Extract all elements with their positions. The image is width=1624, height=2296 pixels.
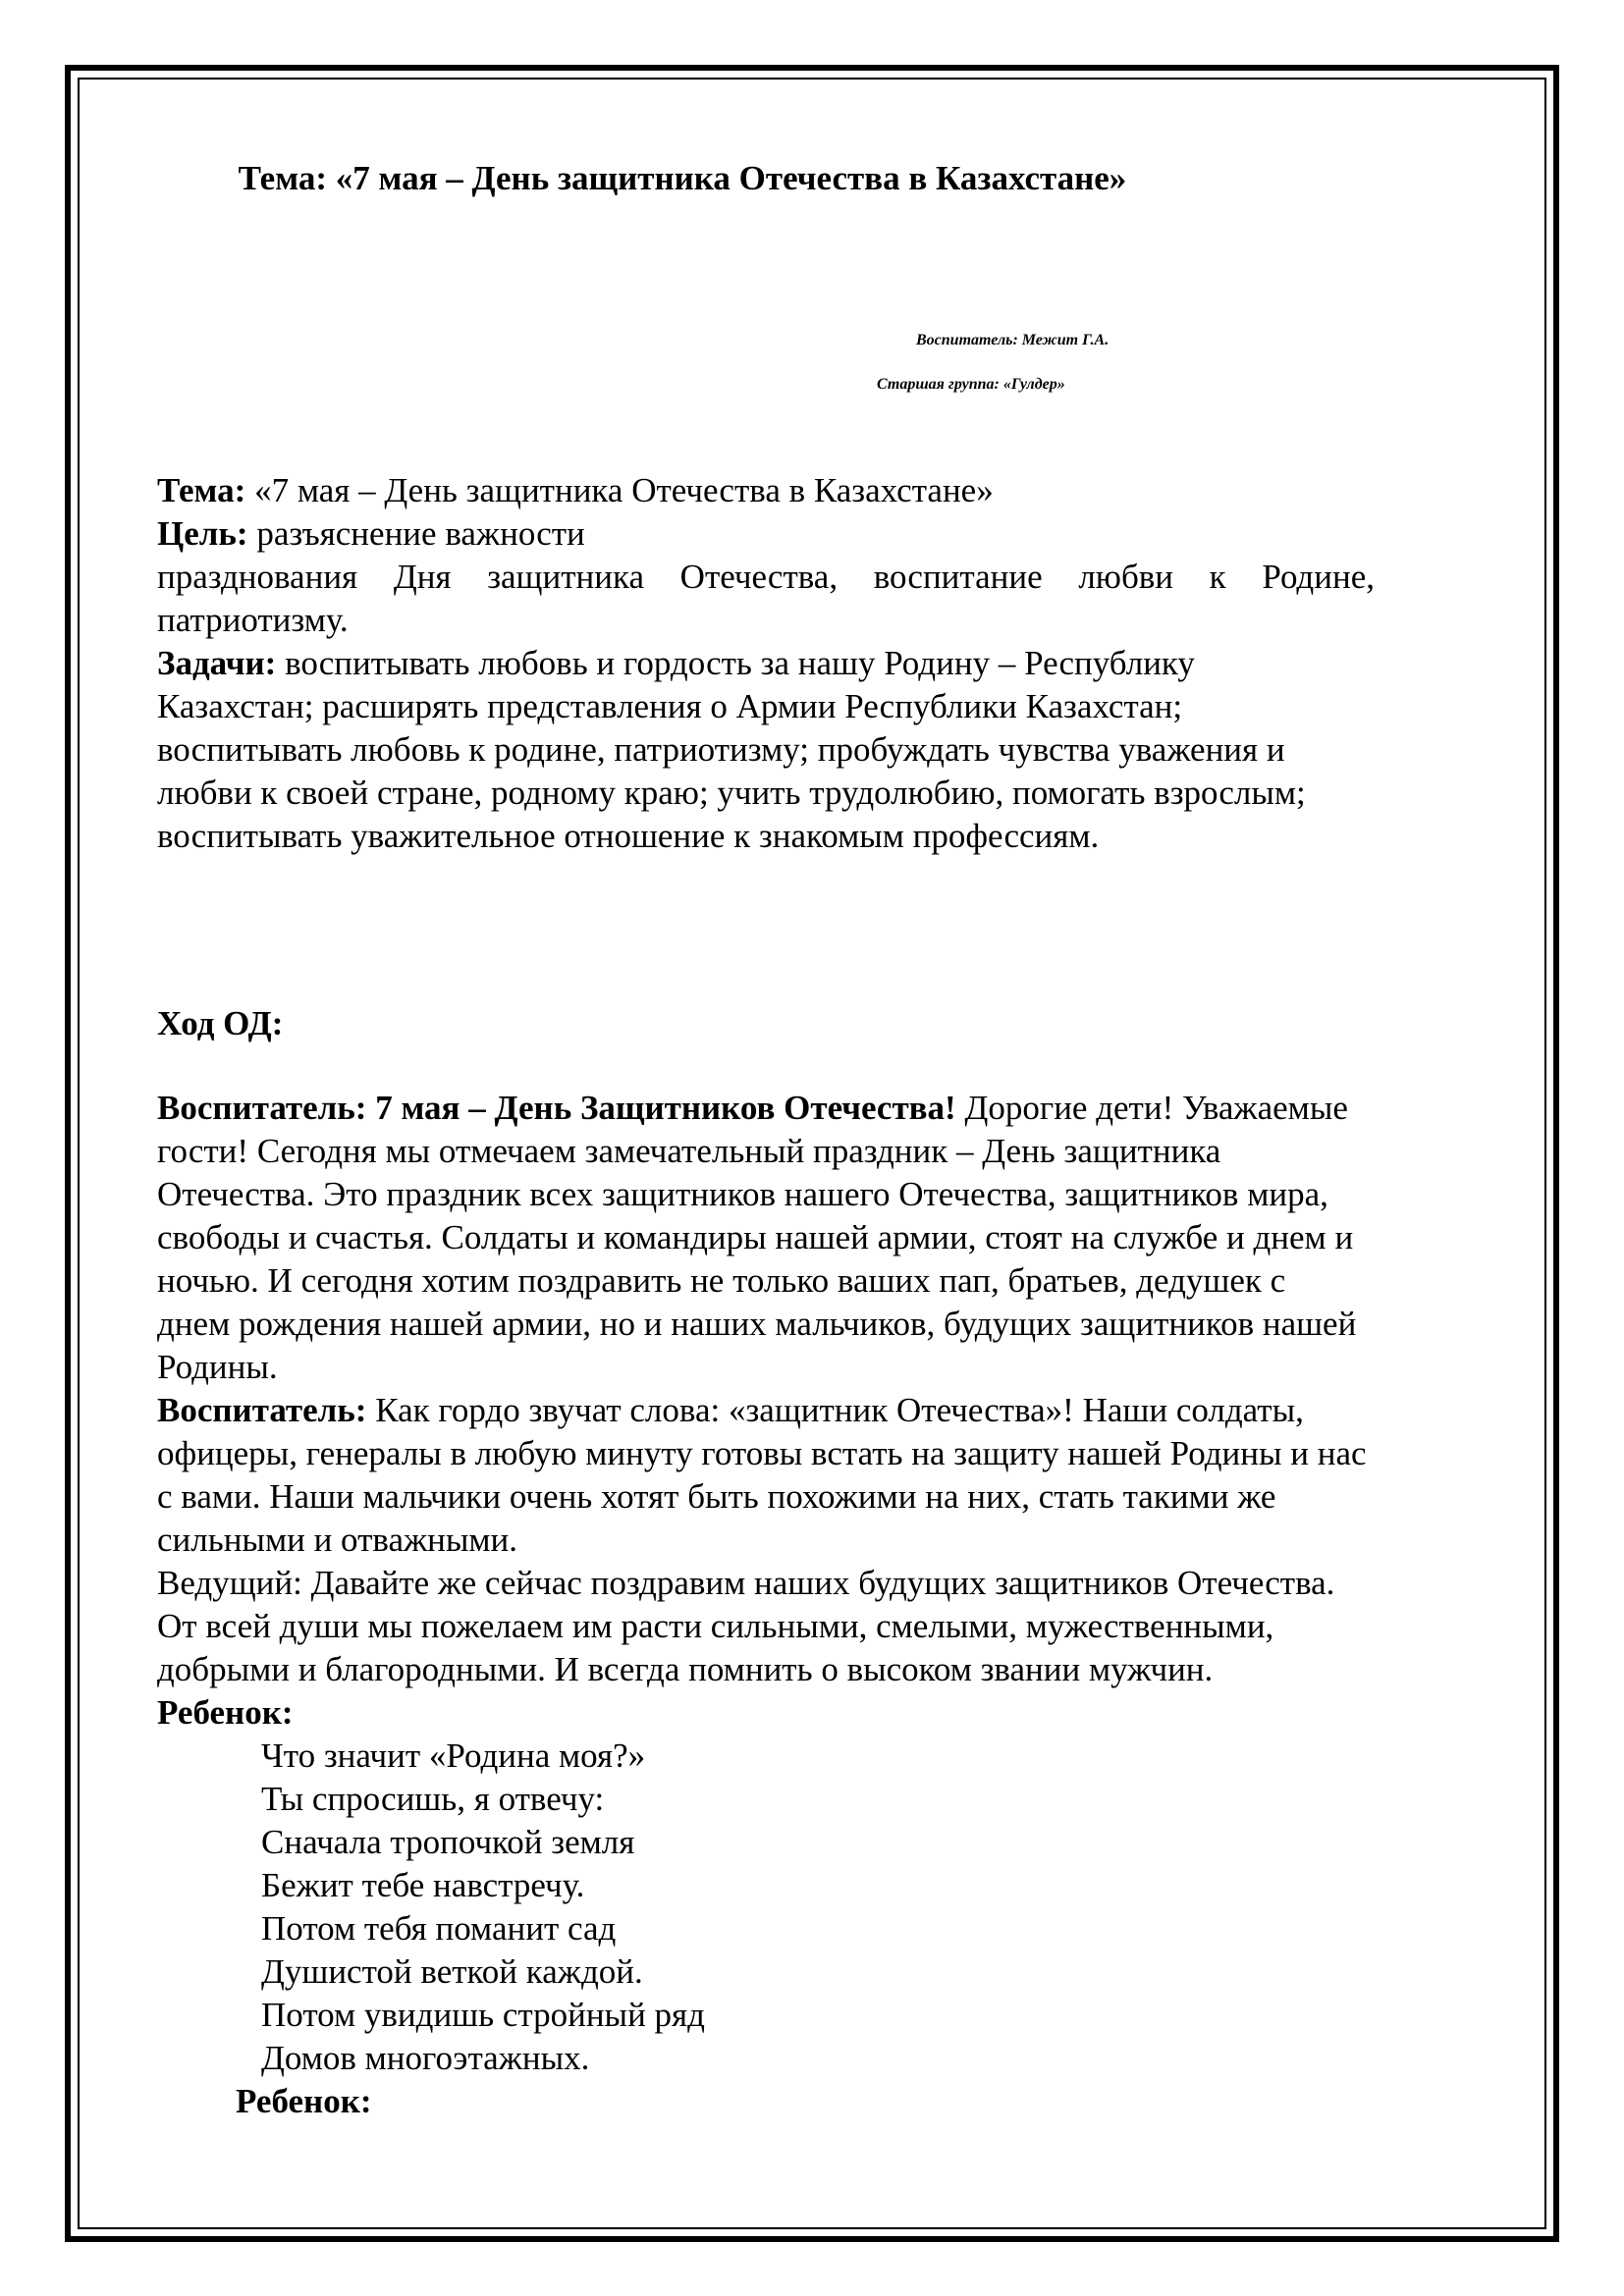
- p2-line-2: офицеры, генералы в любую минуту готовы встать на защиту нашей Родины и нас: [157, 1434, 1367, 1472]
- p2-line-3: с вами. Наши мальчики очень хотят быть похожими на них, стать такими же: [157, 1477, 1276, 1516]
- tasks-text-2: Казахстан; расширять представления о Армии Республики Казахстан;: [157, 687, 1183, 725]
- p1-label: Воспитатель: 7 мая – День Защитников Отечества!: [157, 1089, 956, 1127]
- document-title: Тема: «7 мая – День защитника Отечества в Казахстане»: [238, 159, 1127, 197]
- goal-line: [157, 512, 1497, 556]
- course-block: [157, 1087, 1497, 2123]
- poem-line: Ты спросишь, я отвечу:: [261, 1780, 605, 1818]
- goal-label: Цель:: [157, 514, 248, 553]
- p2-line-4: сильными и отважными.: [157, 1521, 518, 1559]
- child-2-label: Ребенок:: [236, 2082, 372, 2120]
- p3-line-1: Ведущий: Давайте же сейчас поздравим наших будущих защитников Отечества.: [157, 1564, 1335, 1602]
- tasks-line: [157, 642, 1497, 685]
- p1-line-2: гости! Сегодня мы отмечаем замечательный праздник – День защитника: [157, 1132, 1221, 1170]
- topic-text: «7 мая – День защитника Отечества в Казахстане»: [245, 471, 994, 509]
- poem-line: Потом тебя поманит сад: [261, 1909, 617, 1948]
- goal-text-2: празднования Дня защитника Отечества, воспитание любви к Родине,: [157, 558, 1375, 596]
- tasks-text-5: воспитывать уважительное отношение к знакомым профессиям.: [157, 817, 1100, 855]
- goal-text-3: патриотизму.: [157, 601, 349, 639]
- tasks-text-3: воспитывать любовь к родине, патриотизму; пробуждать чувства уважения и: [157, 730, 1285, 769]
- tasks-label: Задачи:: [157, 644, 277, 682]
- topic-line: [157, 469, 1497, 512]
- tasks-text-1: воспитывать любовь и гордость за нашу Родину – Республику: [276, 644, 1195, 682]
- p1-line-7: Родины.: [157, 1348, 278, 1386]
- p1-line-4: свободы и счастья. Солдаты и командиры нашей армии, стоят на службе и днем и: [157, 1218, 1354, 1256]
- p1-line-3: Отечества. Это праздник всех защитников нашего Отечества, защитников мира,: [157, 1175, 1328, 1213]
- poem-line: Бежит тебе навстречу.: [261, 1866, 585, 1904]
- poem: [157, 1735, 1497, 2080]
- poem-line: Что значит «Родина моя?»: [261, 1736, 646, 1775]
- poem-line: Душистой веткой каждой.: [261, 1952, 643, 1991]
- poem-line: Домов многоэтажных.: [261, 2039, 590, 2077]
- child-1-label: Ребенок:: [157, 1693, 294, 1732]
- course-heading: Ход ОД:: [157, 1004, 284, 1042]
- teacher-name: Воспитатель: Межит Г.А.: [916, 332, 1110, 348]
- p2-label: Воспитатель:: [157, 1391, 367, 1429]
- goal-text-1: разъяснение важности: [247, 514, 585, 553]
- topic-label: Тема:: [157, 471, 246, 509]
- intro-block: [157, 469, 1497, 858]
- poem-line: Сначала тропочкой земля: [261, 1823, 635, 1861]
- p3-line-2: От всей души мы пожелаем им расти сильными, смелыми, мужественными,: [157, 1607, 1274, 1645]
- p1-line-5: ночью. И сегодня хотим поздравить не только ваших пап, братьев, дедушек с: [157, 1261, 1286, 1300]
- group-name: Старшая группа: «Гулдер»: [877, 376, 1065, 393]
- tasks-text-4: любви к своей стране, родному краю; учить трудолюбию, помогать взрослым;: [157, 774, 1306, 812]
- p1-line-1: Воспитатель: 7 мая – День Защитников Отечества! Дорогие дети! Уважаемые: [157, 1089, 1348, 1127]
- p2-line-1: Воспитатель: Как гордо звучат слова: «защитник Отечества»! Наши солдаты,: [157, 1391, 1304, 1429]
- p3-line-3: добрыми и благородными. И всегда помнить о высоком звании мужчин.: [157, 1650, 1214, 1688]
- poem-line: Потом увидишь стройный ряд: [261, 1996, 705, 2034]
- p1-line-6: днем рождения нашей армии, но и наших мальчиков, будущих защитников нашей: [157, 1305, 1357, 1343]
